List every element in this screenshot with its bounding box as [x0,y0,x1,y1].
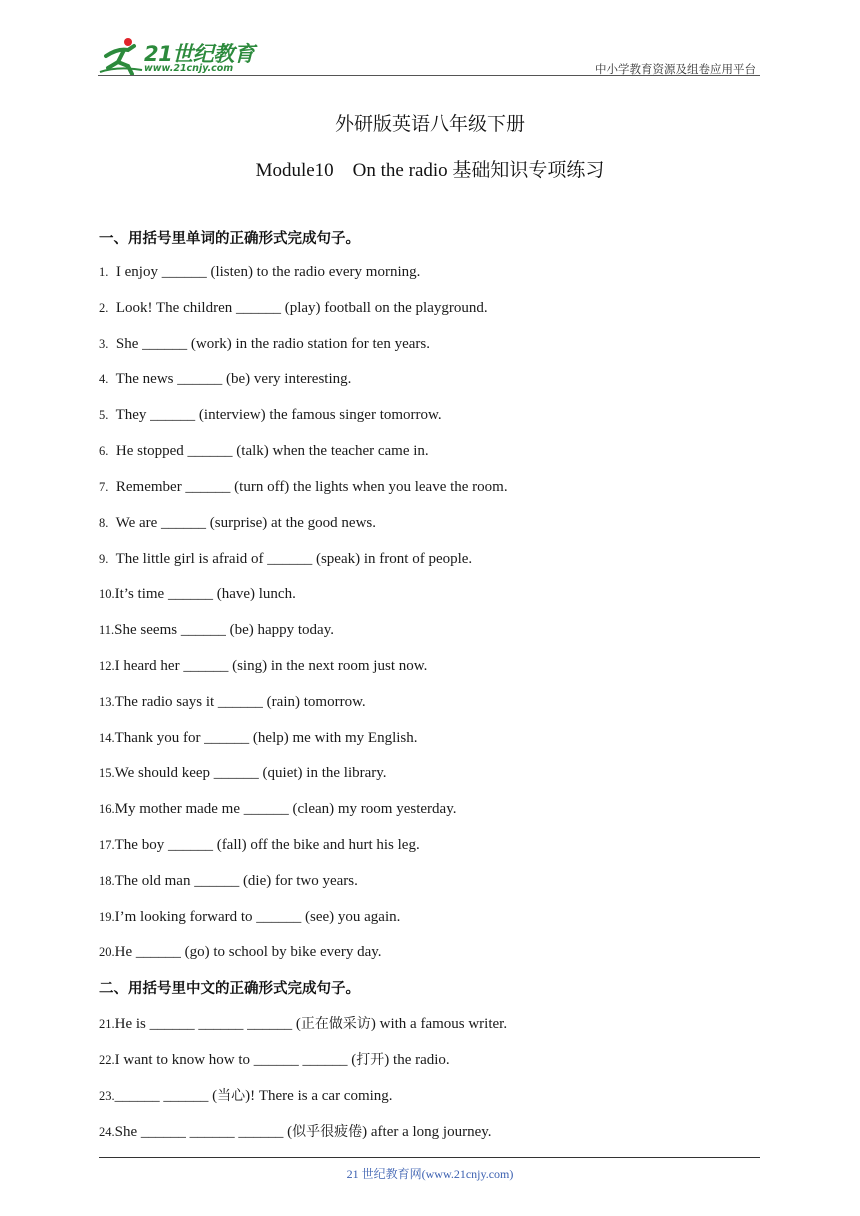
question-item: 11.She seems ______ (be) happy today. [99,622,334,638]
page-header [98,34,760,78]
question-item: 9. The little girl is afraid of ______ (speak) in front of people. [99,551,473,567]
question-item: 7. Remember ______ (turn off) the lights when you leave the room. [99,479,508,495]
logo-text: 21世纪教育 [144,42,255,66]
question-item: 4. The news ______ (be) very interesting. [99,371,352,387]
header-platform-text: 中小学教育资源及组卷应用平台 [595,62,756,76]
document-title: 外研版英语八年级下册 [334,113,525,135]
question-item: 6. He stopped ______ (talk) when the teacher came in. [99,443,429,459]
question-item: 23.______ ______ (当心)! There is a car coming. [99,1088,393,1104]
question-item: 10.It’s time ______ (have) lunch. [99,586,296,602]
footer-text: 21 世纪教育网(www.21cnjy.com) [346,1167,514,1181]
question-item: 2. Look! The children ______ (play) football on the playground. [99,300,488,316]
question-item: 17.The boy ______ (fall) off the bike and hurt his leg. [99,837,420,853]
footer-divider [99,1157,760,1158]
question-item: 24.She ______ ______ ______ (似乎很疲倦) after a long journey. [99,1124,492,1140]
logo-url: www.21cnjy.com [144,63,234,74]
question-item: 14.Thank you for ______ (help) me with my English. [99,730,418,746]
question-item: 16.My mother made me ______ (clean) my room yesterday. [99,801,457,817]
question-item: 1. I enjoy ______ (listen) to the radio every morning. [99,264,421,280]
section-heading-2: 二、用括号里中文的正确形式完成句子。 [99,981,360,997]
runner-logo-icon [98,36,146,76]
question-item: 22.I want to know how to ______ ______ (打开) the radio. [99,1052,450,1068]
question-item: 5. They ______ (interview) the famous singer tomorrow. [99,407,442,423]
subtitle-english: Module10 On the radio [255,160,453,181]
header-divider [98,75,760,76]
question-item: 18.The old man ______ (die) for two years. [99,873,358,889]
question-item: 12.I heard her ______ (sing) in the next room just now. [99,658,428,674]
question-item: 13.The radio says it ______ (rain) tomorrow. [99,694,366,710]
subtitle-chinese: 基础知识专项练习 [452,159,605,181]
question-item: 15.We should keep ______ (quiet) in the library. [99,765,387,781]
question-item: 3. She ______ (work) in the radio station for ten years. [99,336,430,352]
section-heading-1: 一、用括号里单词的正确形式完成句子。 [99,231,360,247]
question-item: 19.I’m looking forward to ______ (see) you again. [99,909,401,925]
question-item: 8. We are ______ (surprise) at the good news. [99,515,376,531]
document-subtitle [0,155,860,182]
question-item: 21.He is ______ ______ ______ (正在做采访) with a famous writer. [99,1016,508,1032]
question-item: 20.He ______ (go) to school by bike every day. [99,944,382,960]
logo [98,36,268,76]
